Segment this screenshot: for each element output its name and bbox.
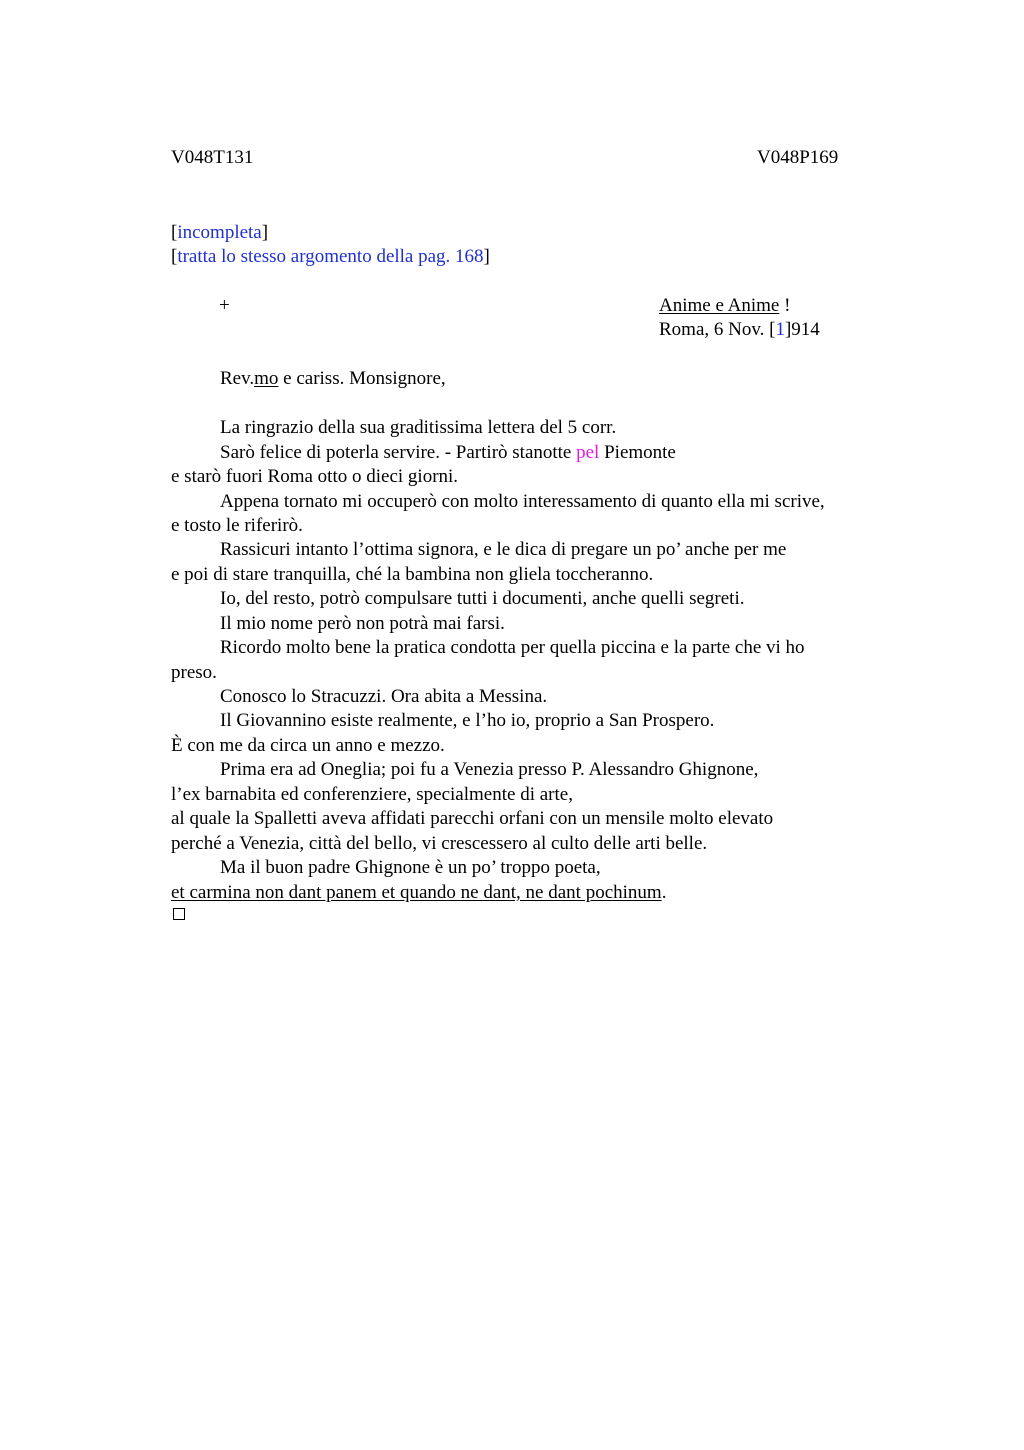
- body-line: perché a Venezia, città del bello, vi crescessero al culto delle arti belle.: [171, 833, 708, 854]
- body-line: preso.: [171, 662, 217, 683]
- body-line: e tosto le riferirò.: [171, 515, 303, 536]
- date-suffix: ]914: [784, 319, 820, 340]
- body-line: Rassicuri intanto l’ottima signora, e le dica di pregare un po’ anche per me: [220, 539, 787, 560]
- body-line: Appena tornato mi occuperò con molto interessamento di quanto ella mi scrive,: [220, 491, 825, 512]
- editorial-note-reference: [tratta lo stesso argomento della pag. 168]: [171, 246, 490, 267]
- date-prefix: Roma, 6 Nov. [: [659, 319, 776, 340]
- body-line: È con me da circa un anno e mezzo.: [171, 735, 445, 756]
- motto-mark: !: [779, 295, 791, 316]
- body-line: l’ex barnabita ed conferenziere, specialmente di arte,: [171, 784, 573, 805]
- body-line: e poi di stare tranquilla, ché la bambina non gliela toccheranno.: [171, 564, 654, 585]
- latin-quote: et carmina non dant panem et quando ne dant, ne dant pochinum: [171, 882, 662, 903]
- body-line: La ringrazio della sua graditissima lettera del 5 corr.: [220, 417, 617, 438]
- body-line: [220, 441, 676, 465]
- motto-text: Anime e Anime: [659, 295, 780, 316]
- body-line-latin: [171, 881, 666, 905]
- motto: [659, 294, 790, 318]
- editorial-note-incomplete: [incompleta]: [171, 222, 269, 243]
- salutation-pre: Rev.: [220, 368, 255, 389]
- body-line: Ma il buon padre Ghignone è un po’ troppo poeta,: [220, 857, 601, 878]
- body-line: Il mio nome però non potrà mai farsi.: [220, 613, 505, 634]
- salutation: [220, 367, 446, 391]
- body-line: Prima era ad Oneglia; poi fu a Venezia presso P. Alessandro Ghignone,: [220, 759, 759, 780]
- letter-date: [659, 318, 820, 342]
- salutation-abbrev: mo: [254, 368, 279, 389]
- body-line: Conosco lo Stracuzzi. Ora abita a Messina.: [220, 686, 548, 707]
- body-line: Io, del resto, potrò compulsare tutti i documenti, anche quelli segreti.: [220, 588, 745, 609]
- latin-quote-end: .: [661, 882, 667, 903]
- date-insert: 1: [775, 319, 785, 340]
- body-line: Ricordo molto bene la pratica condotta per quella piccina e la parte che vi ho: [220, 637, 805, 658]
- end-marker-box: [173, 908, 185, 920]
- body-line: Il Giovannino esiste realmente, e l’ho io, proprio a San Prospero.: [220, 710, 715, 731]
- note-incomplete-text: incompleta: [177, 222, 262, 243]
- document-code-right: V048P169: [757, 147, 839, 168]
- cross-mark: +: [219, 295, 230, 316]
- salutation-post: e cariss. Monsignore,: [278, 368, 446, 389]
- body-line: e starò fuori Roma otto o dieci giorni.: [171, 466, 459, 487]
- highlighted-word: pel: [576, 442, 600, 463]
- body-line: al quale la Spalletti aveva affidati parecchi orfani con un mensile molto elevato: [171, 808, 774, 829]
- body-line-part: Piemonte: [599, 442, 676, 463]
- document-code-left: V048T131: [171, 147, 254, 168]
- body-line-part: Sarò felice di poterla servire. - Partirò stanotte: [220, 442, 577, 463]
- note-reference-text: tratta lo stesso argomento della pag. 168: [177, 246, 484, 267]
